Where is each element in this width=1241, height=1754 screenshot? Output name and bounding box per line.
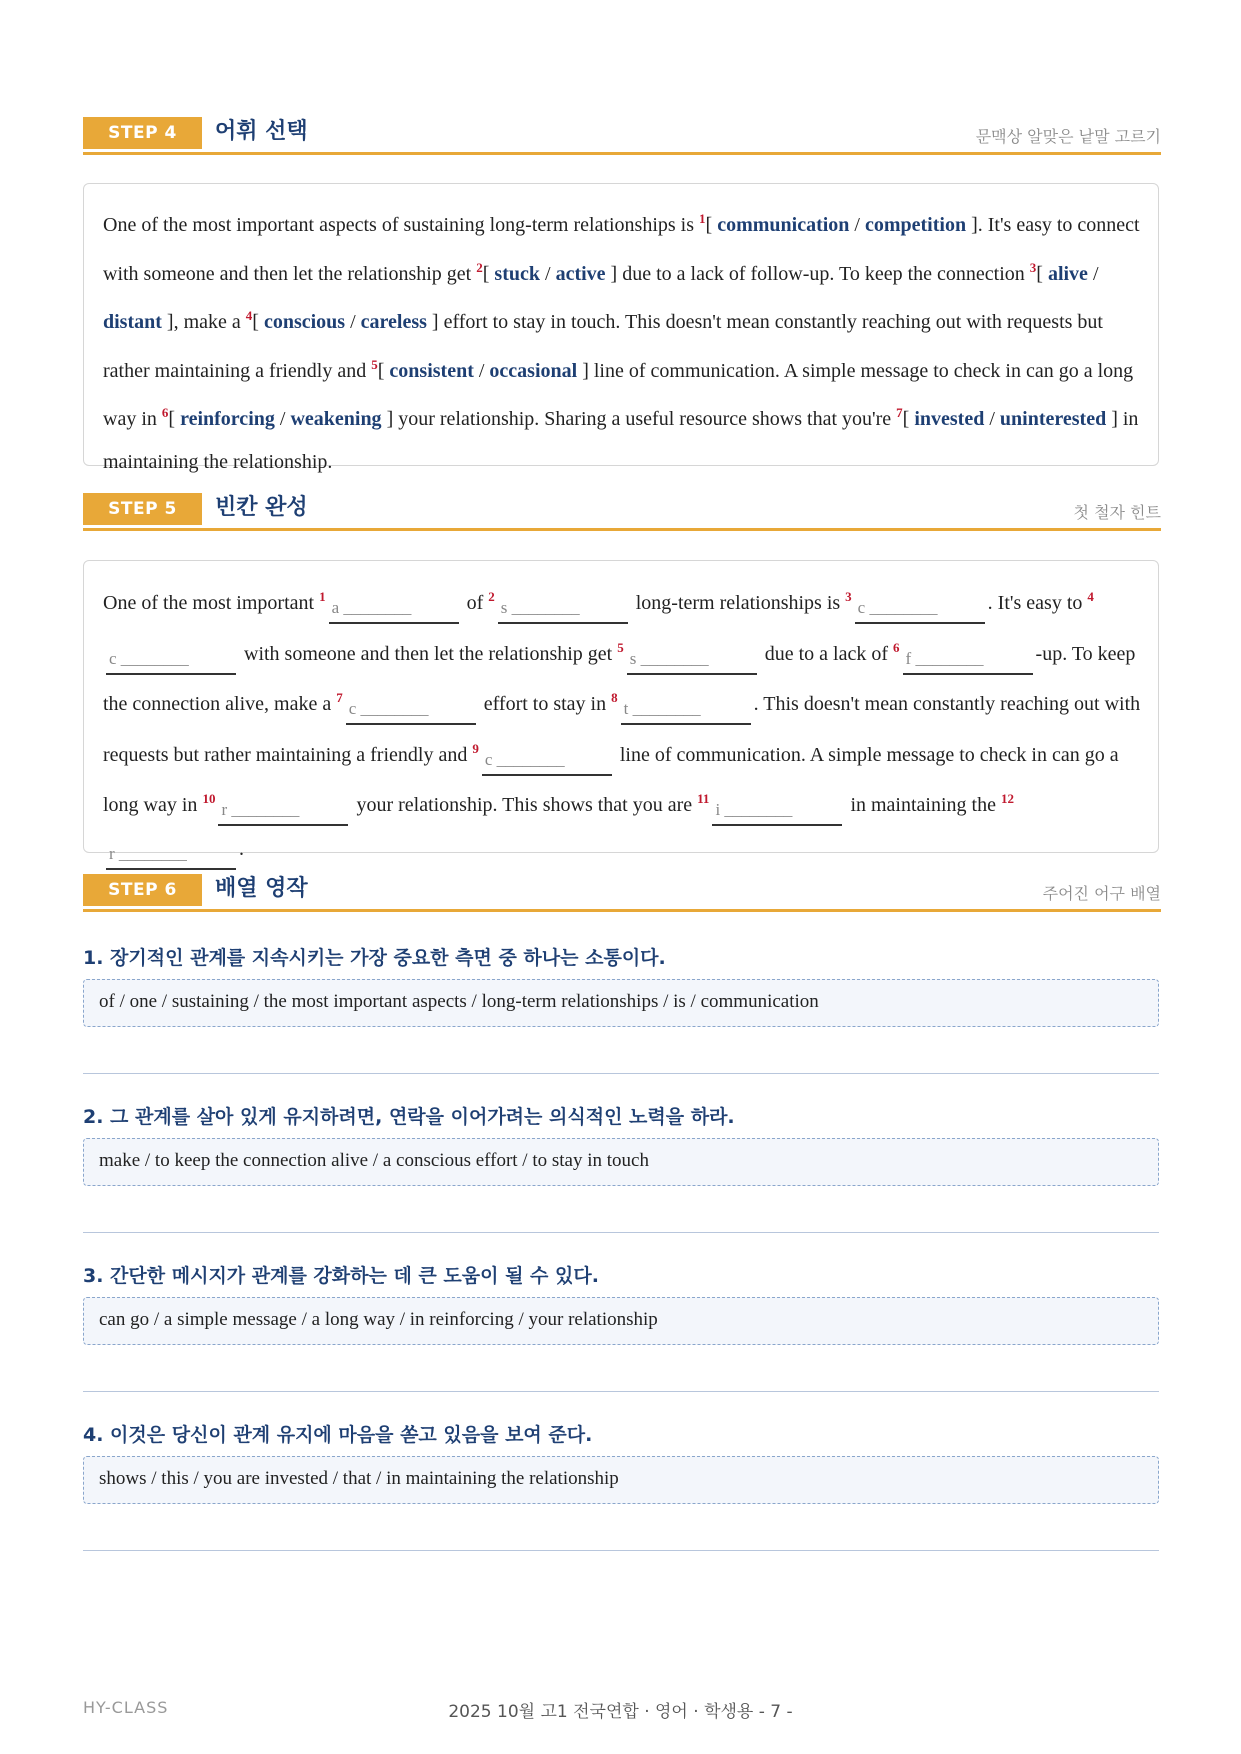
question-3-word-bank — [83, 1297, 1159, 1345]
question-number: 2 — [476, 259, 483, 275]
blank-number: 7 — [336, 690, 343, 705]
question-number: 3 — [1029, 259, 1037, 275]
question-number: 1 — [699, 211, 706, 226]
choice-a[interactable]: invested — [914, 408, 985, 430]
footer-page-info: 2025 10월 고1 전국연합 · 영어 · 학생용 - 7 - — [448, 1702, 793, 1722]
step6-hint: 주어진 어구 배열 — [1042, 884, 1161, 903]
choice-b[interactable]: distant — [103, 311, 162, 333]
blank-input[interactable]: c ________ — [482, 746, 612, 776]
step5-badge: STEP 5 — [83, 493, 202, 525]
blank-input[interactable]: c ________ — [346, 695, 476, 725]
question-2-title: 2. 그 관계를 살아 있게 유지하려면, 연락을 이어가려는 의식적인 노력을 하라. — [83, 1106, 735, 1128]
footer-brand: HY-CLASS — [83, 1698, 169, 1717]
choice-a[interactable]: alive — [1047, 262, 1088, 285]
step5-passage: One of the most important $^1$a ________ of $^2$s ________ long-term relationships is $^3$c ________ . It's easy to $^4$c ________ with someone and then let the relationship get $^5$s ________ due to a lack of $^6$f ________ -up. To keep the connection alive, make a $^7$c ________ effort to stay in $^8$t ________ . This doesn't mean constantly reaching out with requests but rather maintaining a friendly and $^9$c ________ line of communication. A simple message to check in can go a long way in $^{10}$r ________ your relationship. This shows that you are $^{11}$i ________ in maintaining the $^{12}$r ________ . — [103, 575, 1143, 871]
blank-number: 8 — [611, 690, 618, 705]
step6-header — [83, 871, 1161, 912]
blank-input[interactable]: r ________ — [218, 796, 348, 826]
blank-number: 9 — [472, 740, 479, 756]
question-number: 7 — [896, 405, 903, 420]
step4-passage: One of the most important aspects of sustaining long-term relationships is $^1$[ communication / competition ]. It's easy to connect with someone and then let the relationship get $^2$[ stuck / active ] due to a lack of follow-up. To keep the connection $^3$[ alive / distant ], make a $^4$[ conscious / careless ] effort to stay in touch. This doesn't mean constantly reaching out with requests but rather maintaining a friendly and $^5$[ consistent / occasional ] line of communication. A simple message to check in can go a long way in $^6$[ reinforcing / weakening ] your relationship. Sharing a useful resource shows that you're $^7$[ invested / uninterested ] in maintaining the relationship. — [103, 211, 1140, 473]
blank-number: 12 — [1000, 791, 1014, 806]
blank-input[interactable]: s ________ — [498, 594, 628, 624]
blank-number: 1 — [319, 589, 326, 604]
choice-b[interactable]: active — [555, 262, 606, 285]
step5-title: 빈칸 완성 — [215, 495, 308, 520]
blank-input[interactable]: c ________ — [855, 594, 985, 624]
blank-input[interactable]: s ________ — [627, 645, 757, 675]
blank-number: 3 — [845, 589, 852, 604]
answer-line[interactable] — [83, 1232, 1159, 1233]
question-3-title: 3. 간단한 메시지가 관계를 강화하는 데 큰 도움이 될 수 있다. — [83, 1265, 599, 1287]
step5-header — [83, 490, 1161, 531]
step4-badge: STEP 4 — [83, 117, 202, 149]
choice-a[interactable]: communication — [717, 214, 850, 236]
step4-passage-box — [83, 183, 1159, 473]
blank-input[interactable]: t ________ — [621, 695, 751, 725]
blank-number: 2 — [488, 589, 495, 604]
blank-number: 10 — [202, 791, 216, 806]
answer-line[interactable] — [83, 1391, 1159, 1392]
word-bank-text: make / to keep the connection alive / a conscious effort / to stay in touch — [99, 1150, 649, 1171]
step4-hint: 문맥상 알맞은 낱말 고르기 — [975, 127, 1161, 146]
question-4-word-bank — [83, 1456, 1159, 1504]
choice-a[interactable]: reinforcing — [180, 408, 275, 430]
word-bank-text: can go / a simple message / a long way / in reinforcing / your relationship — [99, 1309, 658, 1330]
choice-b[interactable]: competition — [864, 214, 967, 236]
blank-input[interactable]: r ________ — [106, 840, 236, 870]
blank-number: 6 — [893, 639, 900, 655]
blank-input[interactable]: f ________ — [903, 645, 1033, 675]
choice-a[interactable]: consistent — [389, 359, 474, 382]
word-bank-text: shows / this / you are invested / that / in maintaining the relationship — [99, 1468, 619, 1489]
question-number: 4 — [245, 308, 253, 323]
answer-line[interactable] — [83, 1073, 1159, 1074]
choice-b[interactable]: careless — [360, 311, 427, 333]
step6-badge: STEP 6 — [83, 874, 202, 906]
blank-number: 5 — [617, 639, 624, 655]
choice-b[interactable]: occasional — [489, 359, 578, 382]
word-bank-text: of / one / sustaining / the most important aspects / long-term relationships / is / communication — [99, 991, 819, 1012]
step5-passage-box — [83, 560, 1159, 863]
question-4-title: 4. 이것은 당신이 관계 유지에 마음을 쏟고 있음을 보여 준다. — [83, 1424, 593, 1446]
choice-a[interactable]: stuck — [494, 262, 540, 285]
blank-input[interactable]: i ________ — [712, 796, 842, 826]
step4-title: 어휘 선택 — [215, 119, 308, 144]
step4-header — [83, 114, 1161, 155]
question-number: 5 — [371, 356, 378, 372]
question-2-word-bank — [83, 1138, 1159, 1186]
answer-line[interactable] — [83, 1550, 1159, 1551]
choice-b[interactable]: uninterested — [999, 408, 1107, 430]
blank-input[interactable]: a ________ — [329, 594, 459, 624]
blank-number: 11 — [697, 791, 710, 806]
blank-number: 4 — [1087, 589, 1094, 604]
step5-hint: 첫 철자 힌트 — [1073, 503, 1161, 522]
step6-title: 배열 영작 — [215, 876, 308, 901]
question-1-word-bank — [83, 979, 1159, 1027]
blank-input[interactable]: c ________ — [106, 645, 236, 675]
question-1-title: 1. 장기적인 관계를 지속시키는 가장 중요한 측면 중 하나는 소통이다. — [83, 947, 666, 969]
choice-a[interactable]: conscious — [263, 311, 346, 333]
question-number: 6 — [161, 405, 169, 420]
choice-b[interactable]: weakening — [290, 408, 382, 430]
